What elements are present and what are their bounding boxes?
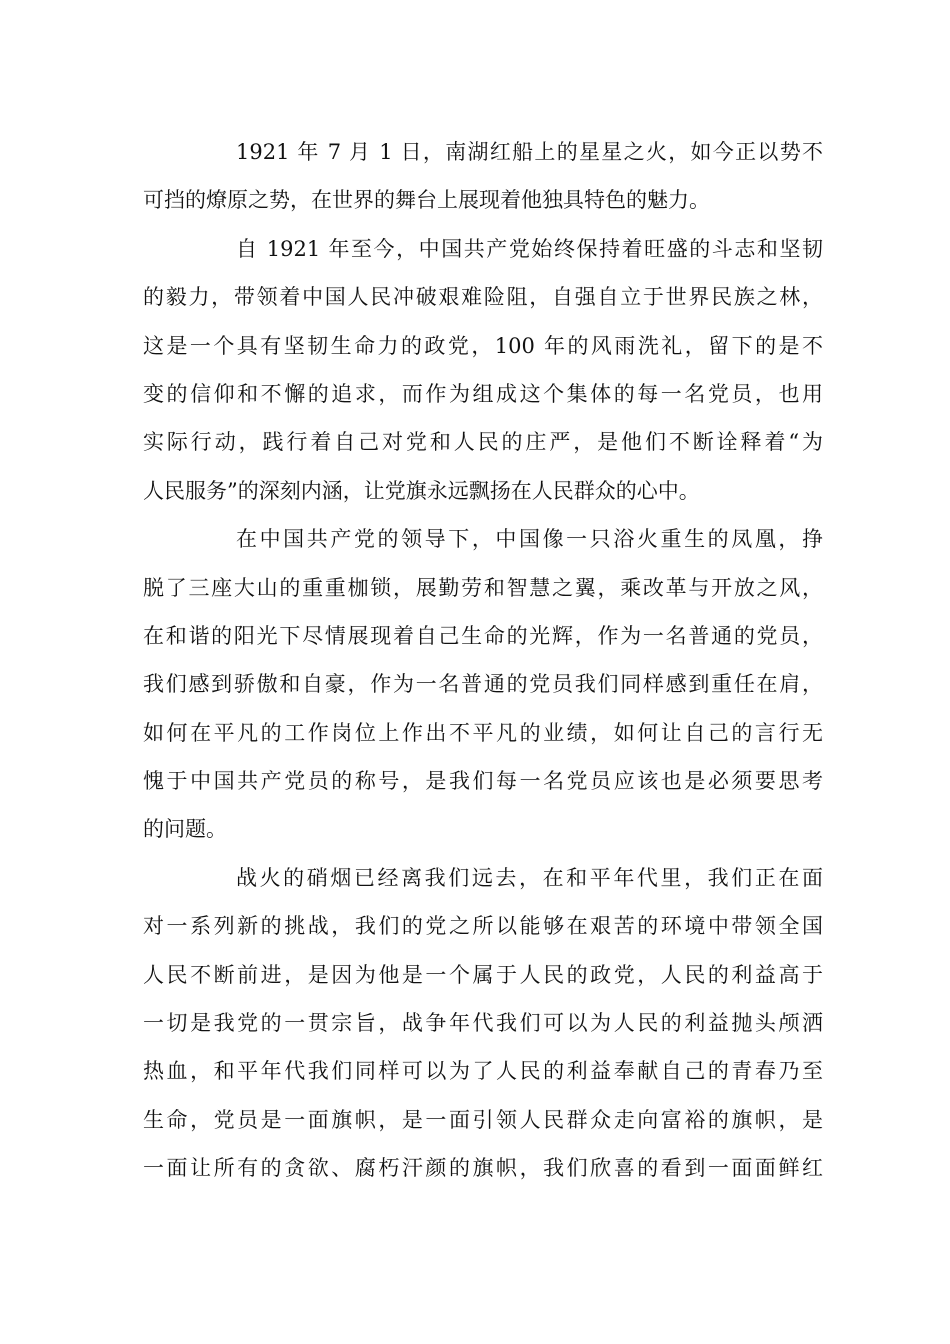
text-line: 一切是我党的一贯宗旨，战争年代我们可以为人民的利益抛头颅洒 [143, 1011, 823, 1036]
text-line: 生命，党员是一面旗帜，是一面引领人民群众走向富裕的旗帜，是 [143, 1107, 823, 1132]
text-line: 可挡的燎原之势，在世界的舞台上展现着他独具特色的魅力。 [143, 188, 710, 213]
text-line: 在中国共产党的领导下，中国像一只浴火重生的凤凰，挣 [236, 527, 823, 552]
text-line: 如何在平凡的工作岗位上作出不平凡的业绩，如何让自己的言行无 [143, 720, 823, 745]
paragraph-2 [143, 225, 823, 515]
paragraph-3 [143, 515, 823, 854]
document-body [143, 128, 823, 1193]
paragraph-1 [143, 128, 823, 225]
text-line: 实际行动，践行着自己对党和人民的庄严，是他们不断诠释着“为 [143, 430, 823, 455]
text-line: 热血，和平年代我们同样可以为了人民的利益奉献自己的青春乃至 [143, 1059, 823, 1084]
text-line: 一面让所有的贪欲、腐朽汗颜的旗帜，我们欣喜的看到一面面鲜红 [143, 1156, 823, 1181]
text-line: 在和谐的阳光下尽情展现着自己生命的光辉，作为一名普通的党员， [143, 623, 823, 648]
text-line: 这是一个具有坚韧生命力的政党，100 年的风雨洗礼，留下的是不 [143, 333, 823, 358]
text-line: 愧于中国共产党员的称号，是我们每一名党员应该也是必须要思考 [143, 769, 823, 794]
text-line: 自 1921 年至今，中国共产党始终保持着旺盛的斗志和坚韧 [236, 236, 823, 261]
text-line: 战火的硝烟已经离我们远去，在和平年代里，我们正在面 [236, 865, 823, 890]
text-line: 的毅力，带领着中国人民冲破艰难险阻，自强自立于世界民族之林， [143, 285, 823, 310]
paragraph-4 [143, 854, 823, 1193]
text-line: 对一系列新的挑战，我们的党之所以能够在艰苦的环境中带领全国 [143, 914, 823, 939]
text-line: 的问题。 [143, 817, 227, 842]
text-line: 脱了三座大山的重重枷锁，展勤劳和智慧之翼，乘改革与开放之风， [143, 575, 823, 600]
text-line: 人民不断前进，是因为他是一个属于人民的政党，人民的利益高于 [143, 962, 823, 987]
text-line: 变的信仰和不懈的追求，而作为组成这个集体的每一名党员，也用 [143, 381, 823, 406]
text-line: 我们感到骄傲和自豪，作为一名普通的党员我们同样感到重任在肩， [143, 672, 823, 697]
text-line: 1921 年 7 月 1 日，南湖红船上的星星之火，如今正以势不 [236, 140, 823, 164]
text-line: 人民服务”的深刻内涵，让党旗永远飘扬在人民群众的心中。 [143, 478, 700, 503]
